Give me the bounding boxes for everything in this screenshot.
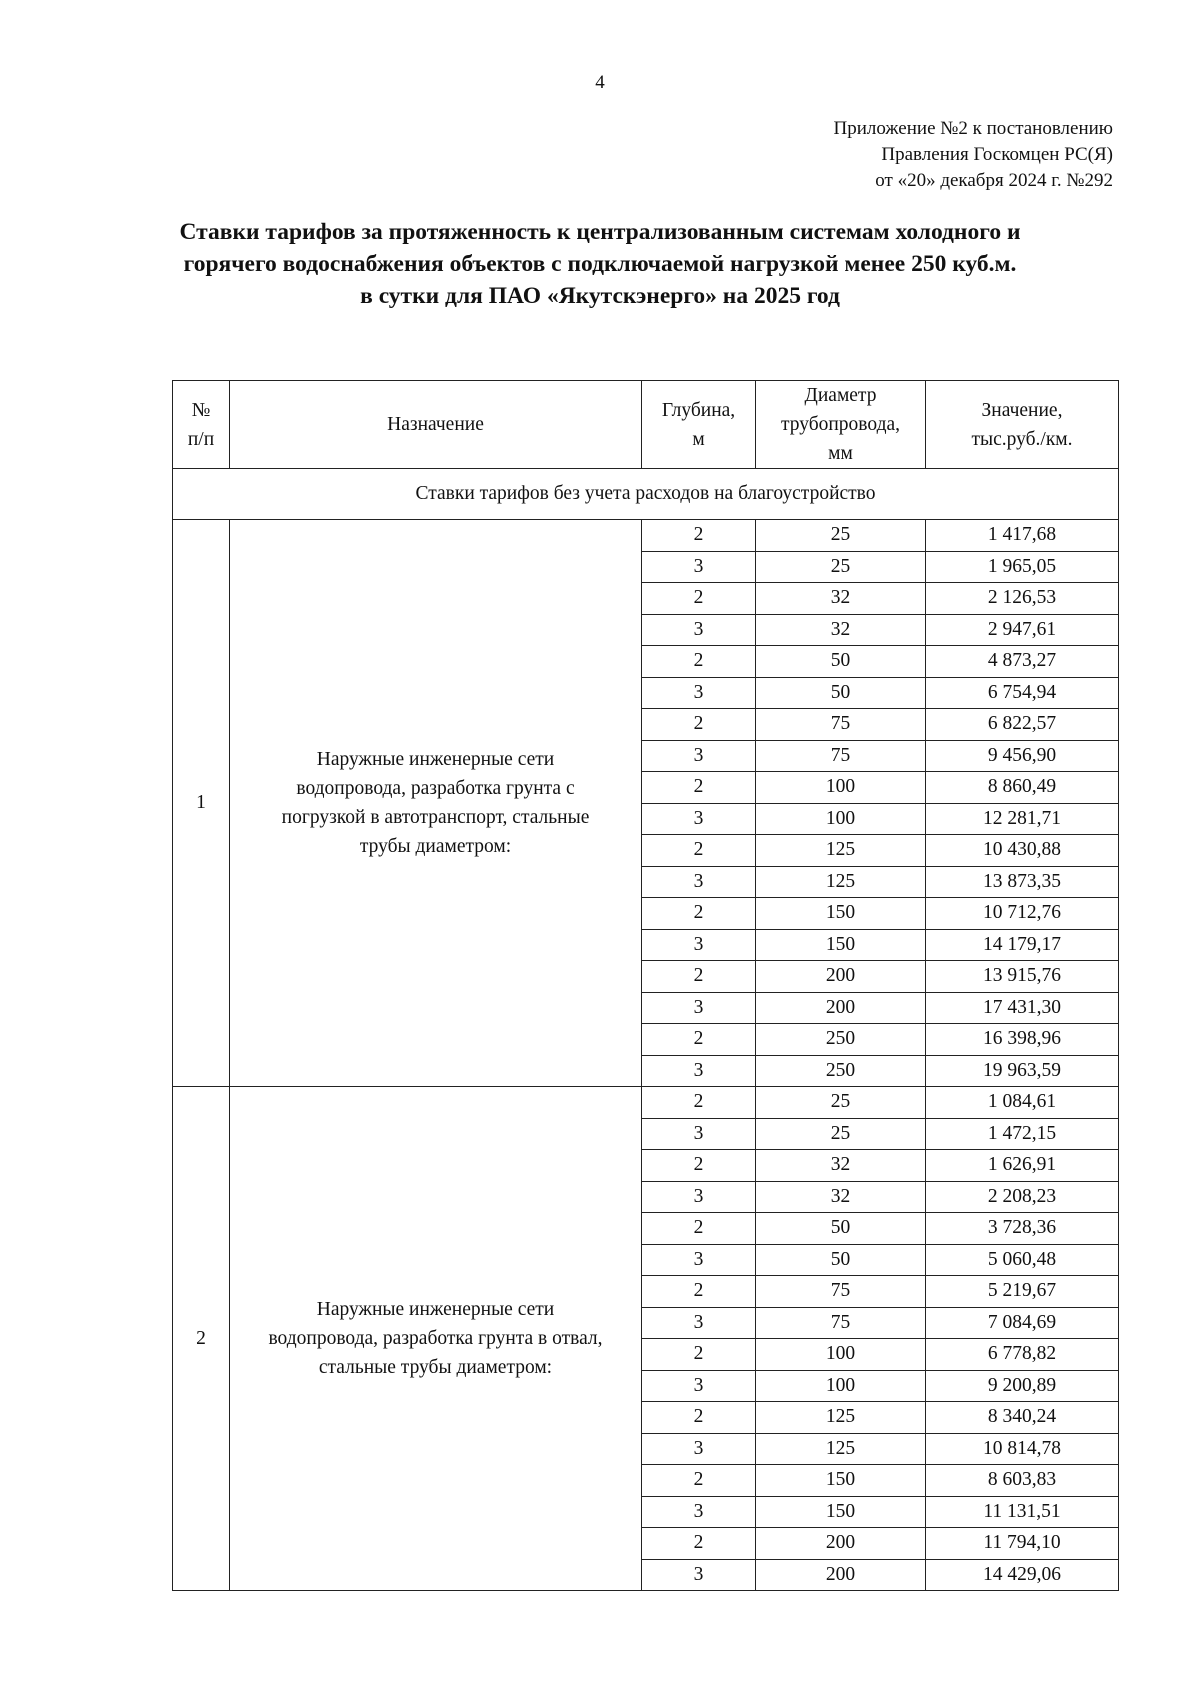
diameter-cell: 125 xyxy=(756,866,926,898)
appendix-line: Приложение №2 к постановлению xyxy=(833,118,1113,139)
depth-cell: 2 xyxy=(642,646,756,678)
document-title xyxy=(100,216,1100,312)
title-line: Ставки тарифов за протяженность к централизованным системам холодного и xyxy=(179,219,1021,245)
depth-cell: 3 xyxy=(642,929,756,961)
depth-cell: 2 xyxy=(642,709,756,741)
diameter-cell: 150 xyxy=(756,898,926,930)
depth-cell: 2 xyxy=(642,898,756,930)
value-cell: 1 084,61 xyxy=(926,1087,1119,1119)
table-row xyxy=(173,1087,1119,1119)
depth-cell: 2 xyxy=(642,1087,756,1119)
diameter-cell: 250 xyxy=(756,1055,926,1087)
diameter-cell: 150 xyxy=(756,1496,926,1528)
tariff-table xyxy=(172,380,1119,1591)
purpose-line: погрузкой в автотранспорт, стальные xyxy=(281,807,590,828)
depth-cell: 3 xyxy=(642,740,756,772)
depth-cell: 3 xyxy=(642,1370,756,1402)
depth-cell: 2 xyxy=(642,1024,756,1056)
diameter-cell: 200 xyxy=(756,992,926,1024)
depth-cell: 3 xyxy=(642,992,756,1024)
diameter-cell: 100 xyxy=(756,803,926,835)
depth-cell: 3 xyxy=(642,614,756,646)
value-cell: 19 963,59 xyxy=(926,1055,1119,1087)
depth-cell: 2 xyxy=(642,583,756,615)
header-depth: Глубина, м xyxy=(642,381,756,469)
depth-cell: 2 xyxy=(642,1528,756,1560)
row-number: 2 xyxy=(173,1087,230,1591)
diameter-cell: 200 xyxy=(756,961,926,993)
depth-cell: 2 xyxy=(642,1213,756,1245)
depth-cell: 2 xyxy=(642,1465,756,1497)
value-cell: 17 431,30 xyxy=(926,992,1119,1024)
value-cell: 9 456,90 xyxy=(926,740,1119,772)
diameter-cell: 32 xyxy=(756,614,926,646)
depth-cell: 3 xyxy=(642,1307,756,1339)
depth-cell: 3 xyxy=(642,866,756,898)
diameter-cell: 25 xyxy=(756,520,926,552)
depth-cell: 3 xyxy=(642,1244,756,1276)
diameter-cell: 25 xyxy=(756,551,926,583)
value-cell: 2 126,53 xyxy=(926,583,1119,615)
purpose-cell xyxy=(230,520,642,1087)
header-value: Значение, тыс.руб./км. xyxy=(926,381,1119,469)
title-line: в сутки для ПАО «Якутскэнерго» на 2025 год xyxy=(360,283,840,309)
header-num: № п/п xyxy=(173,381,230,469)
value-cell: 9 200,89 xyxy=(926,1370,1119,1402)
value-cell: 11 794,10 xyxy=(926,1528,1119,1560)
value-cell: 6 778,82 xyxy=(926,1339,1119,1371)
depth-cell: 2 xyxy=(642,835,756,867)
value-cell: 10 814,78 xyxy=(926,1433,1119,1465)
diameter-cell: 75 xyxy=(756,709,926,741)
section-row xyxy=(173,469,1119,520)
section-label: Ставки тарифов без учета расходов на благоустройство xyxy=(173,469,1119,520)
depth-cell: 2 xyxy=(642,1402,756,1434)
value-cell: 4 873,27 xyxy=(926,646,1119,678)
diameter-cell: 32 xyxy=(756,583,926,615)
diameter-cell: 25 xyxy=(756,1118,926,1150)
purpose-line: водопровода, разработка грунта в отвал, xyxy=(268,1328,603,1349)
depth-cell: 2 xyxy=(642,1276,756,1308)
value-cell: 1 626,91 xyxy=(926,1150,1119,1182)
value-cell: 2 947,61 xyxy=(926,614,1119,646)
purpose-cell xyxy=(230,1087,642,1591)
purpose-line: водопровода, разработка грунта с xyxy=(296,778,575,799)
diameter-cell: 125 xyxy=(756,1402,926,1434)
value-cell: 13 915,76 xyxy=(926,961,1119,993)
value-cell: 8 340,24 xyxy=(926,1402,1119,1434)
diameter-cell: 125 xyxy=(756,835,926,867)
depth-cell: 3 xyxy=(642,1433,756,1465)
diameter-cell: 100 xyxy=(756,1370,926,1402)
depth-cell: 3 xyxy=(642,677,756,709)
value-cell: 10 712,76 xyxy=(926,898,1119,930)
depth-cell: 2 xyxy=(642,1339,756,1371)
diameter-cell: 250 xyxy=(756,1024,926,1056)
depth-cell: 3 xyxy=(642,1118,756,1150)
header-purpose: Назначение xyxy=(230,381,642,469)
diameter-cell: 150 xyxy=(756,1465,926,1497)
diameter-cell: 50 xyxy=(756,1213,926,1245)
value-cell: 13 873,35 xyxy=(926,866,1119,898)
purpose-line: трубы диаметром: xyxy=(359,836,512,857)
diameter-cell: 50 xyxy=(756,1244,926,1276)
appendix-line: Правления Госкомцен РС(Я) xyxy=(881,144,1113,165)
table-row xyxy=(173,520,1119,552)
purpose-line: стальные трубы диаметром: xyxy=(318,1357,553,1378)
diameter-cell: 32 xyxy=(756,1181,926,1213)
value-cell: 5 060,48 xyxy=(926,1244,1119,1276)
depth-cell: 2 xyxy=(642,772,756,804)
value-cell: 12 281,71 xyxy=(926,803,1119,835)
value-cell: 5 219,67 xyxy=(926,1276,1119,1308)
value-cell: 14 429,06 xyxy=(926,1559,1119,1591)
value-cell: 8 860,49 xyxy=(926,772,1119,804)
depth-cell: 3 xyxy=(642,551,756,583)
diameter-cell: 50 xyxy=(756,677,926,709)
appendix-line: от «20» декабря 2024 г. №292 xyxy=(875,170,1113,191)
row-number: 1 xyxy=(173,520,230,1087)
diameter-cell: 100 xyxy=(756,1339,926,1371)
diameter-cell: 75 xyxy=(756,1307,926,1339)
header-diameter: Диаметр трубопровода, мм xyxy=(756,381,926,469)
depth-cell: 3 xyxy=(642,1496,756,1528)
depth-cell: 2 xyxy=(642,520,756,552)
depth-cell: 2 xyxy=(642,961,756,993)
value-cell: 6 822,57 xyxy=(926,709,1119,741)
diameter-cell: 200 xyxy=(756,1528,926,1560)
value-cell: 6 754,94 xyxy=(926,677,1119,709)
purpose-line: Наружные инженерные сети xyxy=(316,1299,555,1320)
diameter-cell: 125 xyxy=(756,1433,926,1465)
title-line: горячего водоснабжения объектов с подключаемой нагрузкой менее 250 куб.м. xyxy=(183,251,1017,277)
appendix-reference xyxy=(834,116,1113,194)
page-number: 4 xyxy=(595,72,605,93)
value-cell: 16 398,96 xyxy=(926,1024,1119,1056)
purpose-line: Наружные инженерные сети xyxy=(316,749,555,770)
value-cell: 1 472,15 xyxy=(926,1118,1119,1150)
value-cell: 8 603,83 xyxy=(926,1465,1119,1497)
value-cell: 7 084,69 xyxy=(926,1307,1119,1339)
diameter-cell: 50 xyxy=(756,646,926,678)
value-cell: 3 728,36 xyxy=(926,1213,1119,1245)
diameter-cell: 150 xyxy=(756,929,926,961)
value-cell: 2 208,23 xyxy=(926,1181,1119,1213)
value-cell: 10 430,88 xyxy=(926,835,1119,867)
diameter-cell: 25 xyxy=(756,1087,926,1119)
diameter-cell: 100 xyxy=(756,772,926,804)
value-cell: 11 131,51 xyxy=(926,1496,1119,1528)
diameter-cell: 75 xyxy=(756,740,926,772)
depth-cell: 2 xyxy=(642,1150,756,1182)
diameter-cell: 200 xyxy=(756,1559,926,1591)
depth-cell: 3 xyxy=(642,1559,756,1591)
value-cell: 1 965,05 xyxy=(926,551,1119,583)
depth-cell: 3 xyxy=(642,803,756,835)
depth-cell: 3 xyxy=(642,1055,756,1087)
diameter-cell: 32 xyxy=(756,1150,926,1182)
value-cell: 14 179,17 xyxy=(926,929,1119,961)
depth-cell: 3 xyxy=(642,1181,756,1213)
table-header-row xyxy=(173,381,1119,469)
diameter-cell: 75 xyxy=(756,1276,926,1308)
value-cell: 1 417,68 xyxy=(926,520,1119,552)
